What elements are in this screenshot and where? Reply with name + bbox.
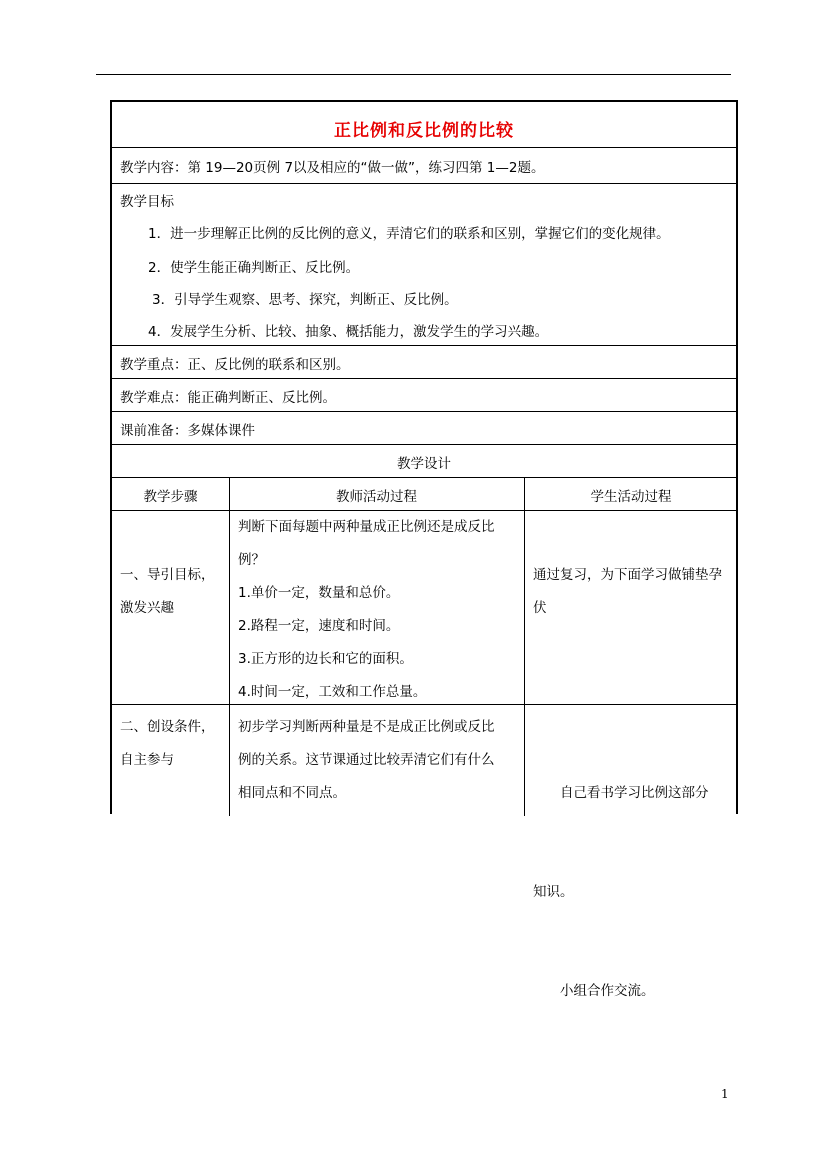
teacher-line: 2.路程一定，速度和时间。 [238, 618, 400, 634]
teacher-line: 4.时间一定，工效和工作总量。 [238, 684, 427, 700]
table-header-row [112, 478, 736, 511]
page-number: 1 [721, 1087, 729, 1101]
step-line: 自主参与 [120, 752, 174, 768]
teacher-line: 相同点和不同点。 [238, 785, 346, 801]
column-divider [524, 478, 525, 816]
design-label: 教学设计 [397, 456, 451, 472]
step-line: 一、导引目标， [120, 567, 215, 583]
table-row [112, 511, 736, 705]
difficulty: 教学难点：能正确判断正、反比例。 [120, 390, 336, 406]
title-row [112, 102, 736, 148]
student-line: 自己看书学习比例这部分 [533, 785, 709, 801]
teacher-line: 1.单价一定，数量和总价。 [238, 585, 400, 601]
teacher-line: 例？ [238, 552, 265, 568]
student-line: 知识。 [533, 884, 574, 900]
objective-item: 3．引导学生观察、思考、探究，判断正、反比例。 [152, 292, 458, 308]
lesson-plan-table [110, 100, 738, 999]
student-cell [533, 711, 709, 1074]
page-title: 正比例和反比例的比较 [334, 121, 514, 141]
student-line: 伏 [533, 600, 547, 616]
teacher-cell [238, 711, 495, 810]
student-line: 通过复习，为下面学习做铺垫孕 [533, 567, 722, 583]
column-divider [229, 478, 230, 816]
step-cell [120, 711, 215, 777]
preparation-row [112, 412, 736, 445]
preparation: 课前准备：多媒体课件 [120, 423, 255, 439]
table-row [112, 705, 736, 999]
objective-item: 2．使学生能正确判断正、反比例。 [148, 260, 360, 276]
student-line: 小组合作交流。 [533, 983, 655, 999]
step-line: 激发兴趣 [120, 600, 174, 616]
teacher-cell [238, 511, 495, 709]
objective-item: 1．进一步理解正比例的反比例的意义，弄清它们的联系和区别，掌握它们的变化规律。 [148, 226, 670, 242]
key-point-row [112, 346, 736, 379]
step-line: 二、创设条件， [120, 719, 215, 735]
teacher-line: 例的关系。这节课通过比较弄清它们有什么 [238, 752, 495, 768]
objectives-row [112, 184, 736, 346]
teacher-line: 判断下面每题中两种量成正比例还是成反比 [238, 519, 495, 535]
objective-item: 4．发展学生分析、比较、抽象、概括能力，激发学生的学习兴趣。 [148, 324, 549, 340]
teaching-content: 教学内容：第 19—20页例 7以及相应的“做一做”，练习四第 1—2题。 [120, 160, 545, 176]
header-teacher: 教师活动过程 [336, 489, 417, 505]
header-student: 学生活动过程 [590, 489, 672, 505]
header-step: 教学步骤 [143, 489, 198, 505]
design-row [112, 445, 736, 478]
objectives-label: 教学目标 [120, 194, 174, 210]
student-cell [533, 559, 722, 625]
key-point: 教学重点：正、反比例的联系和区别。 [120, 357, 350, 373]
difficulty-row [112, 379, 736, 412]
teacher-line: 3.正方形的边长和它的面积。 [238, 651, 413, 667]
step-cell [120, 559, 215, 625]
header-rule [96, 74, 731, 75]
content-row [112, 148, 736, 184]
teacher-line: 初步学习判断两种量是不是成正比例或反比 [238, 719, 495, 735]
